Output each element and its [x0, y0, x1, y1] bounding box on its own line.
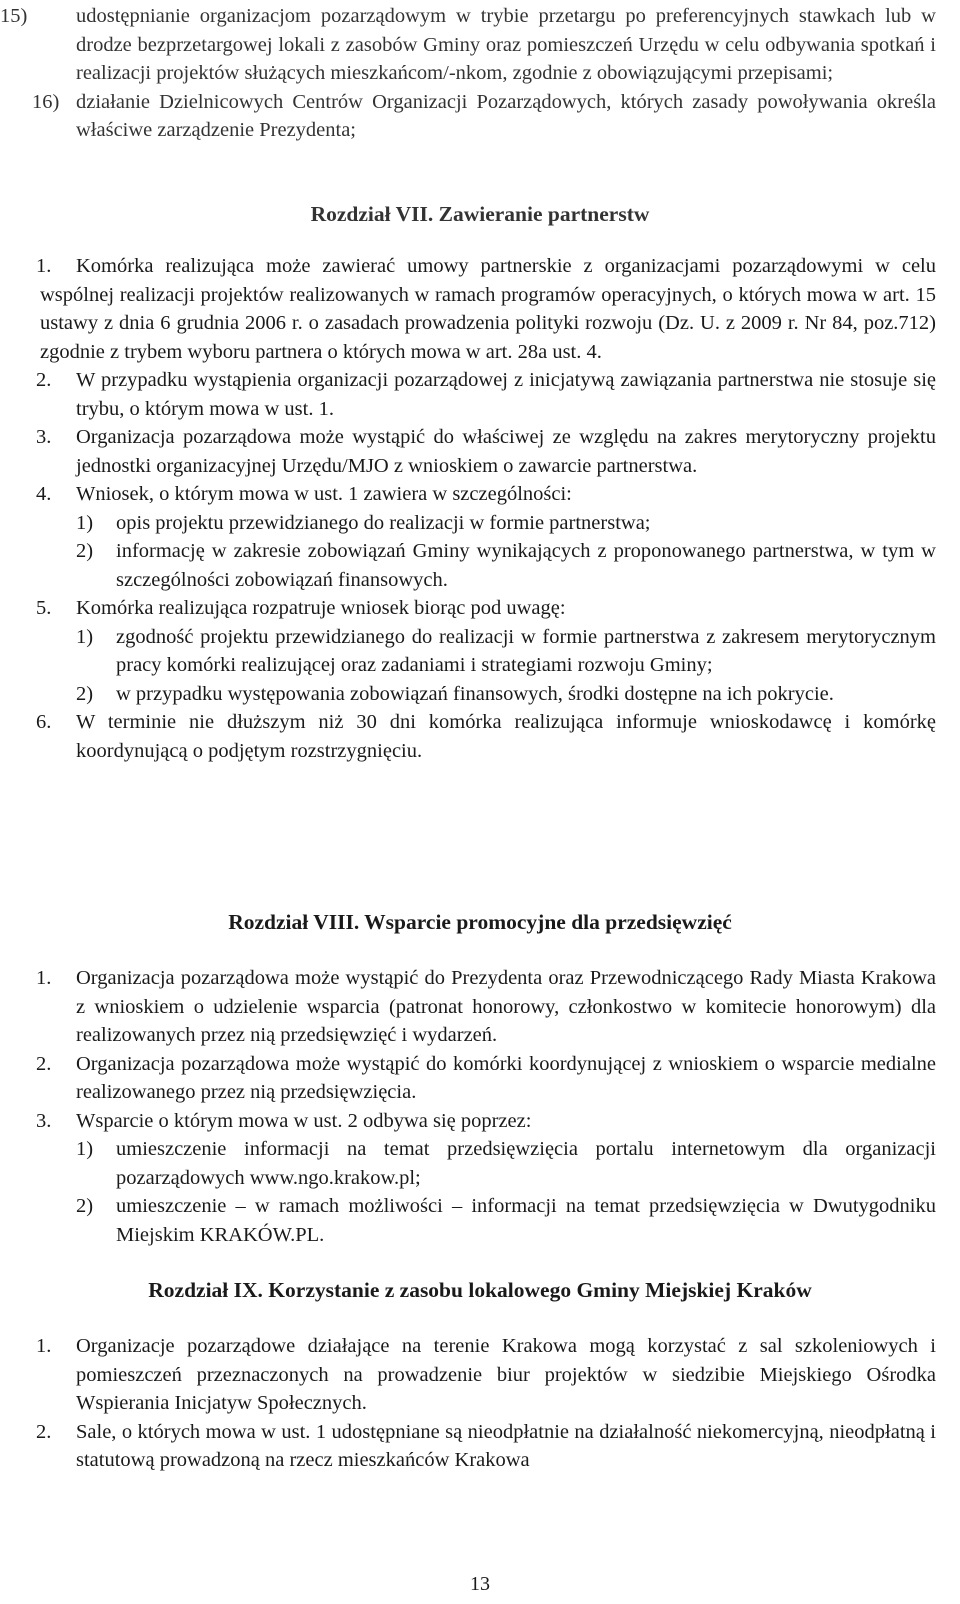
- sub-item: [0, 1192, 936, 1249]
- sub-item: [0, 623, 936, 680]
- chapter-title: Rozdział IX. Korzystanie z zasobu lokalowego Gminy Miejskiej Kraków: [148, 1278, 812, 1302]
- list-item: [0, 366, 936, 423]
- item-number: 1): [76, 1138, 94, 1160]
- item-text: Komórka realizująca może zawierać umowy partnerskie z organizacjami pozarządowymi w celu wspólnej realizacji projektów realizowanych w ramach programów operacyjnych, o których mowa w art. 15 ustawy z dnia 6 grudnia 2006 r. o zasadach prowadzenia polityki rozwoju (Dz. U. z 2009 r. Nr 84, poz.712) zgodnie z trybem wyboru partnera o których mowa w art. 28a ust. 4.: [40, 255, 936, 363]
- list-item: [0, 964, 936, 1050]
- item-text: Organizacja pozarządowa może wystąpić do Prezydenta oraz Przewodniczącego Rady Miasta Krakowa z wnioskiem o udzielenie wsparcia (patronat honorowy, członkostwo w komitecie honorowym) dla realizowanych przez nią przedsięwzięć i wydarzeń.: [76, 967, 936, 1046]
- chapter-title: Rozdział VII. Zawieranie partnerstw: [310, 202, 650, 226]
- list-item: [0, 708, 936, 765]
- item-text: informację w zakresie zobowiązań Gminy wynikających z proponowanego partnerstwa, w tym w szczególności zobowiązań finansowych.: [116, 540, 936, 591]
- chapter-8-body: [0, 964, 960, 1249]
- item-number: 2): [76, 682, 94, 705]
- item-number: 1): [76, 625, 94, 648]
- list-item: [0, 1418, 936, 1475]
- sub-item: [0, 680, 936, 709]
- chapter-9-body: [0, 1332, 960, 1475]
- item-number: 16): [32, 90, 60, 113]
- list-item: [0, 423, 936, 480]
- item-number: 2.: [36, 1052, 52, 1075]
- item-number: 6.: [36, 711, 52, 733]
- item-text: działanie Dzielnicowych Centrów Organizacji Pozarządowych, których zasady powoływania określa właściwe zarządzenie Prezydenta;: [76, 90, 936, 141]
- chapter-title: Rozdział VIII. Wsparcie promocyjne dla przedsięwzięć: [228, 910, 732, 934]
- item-text: Organizacje pozarządowe działające na terenie Krakowa mogą korzystać z sal szkoleniowych i pomieszczeń przeznaczonych na prowadzenie biur projektów w siedzibie Miejskiego Ośrodka Wspierania Inicjatyw Społecznych.: [76, 1335, 936, 1414]
- item-number: 2.: [36, 1420, 52, 1443]
- sub-item: [0, 537, 936, 594]
- item-number: 3.: [36, 426, 52, 448]
- list-item: [0, 88, 936, 145]
- sub-item: [0, 509, 936, 538]
- top-list: [0, 2, 960, 145]
- item-number: 1): [76, 511, 94, 534]
- item-number: 4.: [36, 483, 52, 505]
- item-number: 1.: [36, 967, 52, 989]
- item-text: zgodność projektu przewidzianego do realizacji w formie partnerstwa z zakresem merytorycznym pracy komórki realizującej oraz zadaniami i strategiami rozwoju Gminy;: [116, 625, 936, 676]
- item-text: w przypadku występowania zobowiązań finansowych, środki dostępne na ich pokrycie.: [116, 682, 834, 705]
- item-number: 2): [76, 1195, 94, 1217]
- item-text: Komórka realizująca rozpatruje wniosek biorąc pod uwagę:: [76, 597, 566, 619]
- item-number: 3.: [36, 1109, 52, 1132]
- item-text: Wniosek, o którym mowa w ust. 1 zawiera w szczególności:: [76, 483, 572, 505]
- list-item: [0, 1050, 936, 1107]
- item-text: W przypadku wystąpienia organizacji pozarządowej z inicjatywą zawiązania partnerstwa nie stosuje się trybu, o którym mowa w ust. 1.: [76, 369, 936, 420]
- list-item: [0, 252, 936, 366]
- list-item: [0, 594, 936, 623]
- chapter-7-body: [0, 252, 960, 765]
- item-text: umieszczenie informacji na temat przedsięwzięcia portalu internetowym dla organizacji pozarządowych www.ngo.krakow.pl;: [116, 1138, 936, 1189]
- item-number: 2.: [36, 369, 52, 391]
- page-number: 13: [470, 1573, 490, 1595]
- list-item: [0, 1107, 936, 1136]
- sub-item: [0, 1135, 936, 1192]
- item-number: 2): [76, 540, 94, 562]
- item-text: umieszczenie – w ramach możliwości – informacji na temat przedsięwzięcia w Dwutygodniku Miejskim KRAKÓW.PL.: [116, 1195, 936, 1246]
- item-text: Organizacja pozarządowa może wystąpić do komórki koordynującej z wnioskiem o wsparcie medialne realizowanego przez nią przedsięwzięcia.: [76, 1052, 936, 1103]
- item-number: 1.: [36, 1335, 52, 1357]
- item-number: 5.: [36, 597, 52, 619]
- list-item: [0, 1332, 936, 1418]
- item-text: opis projektu przewidzianego do realizacji w formie partnerstwa;: [116, 511, 651, 534]
- item-text: Organizacja pozarządowa może wystąpić do właściwej ze względu na zakres merytoryczny projektu jednostki organizacyjnej Urzędu/MJO z wnioskiem o zawarcie partnerstwa.: [76, 426, 936, 477]
- item-number: 15): [0, 5, 28, 27]
- item-text: W terminie nie dłuższym niż 30 dni komórka realizująca informuje wnioskodawcę i komórkę koordynującą o podjętym rozstrzygnięciu.: [76, 711, 936, 762]
- item-text: Wsparcie o którym mowa w ust. 2 odbywa się poprzez:: [76, 1109, 532, 1132]
- item-number: 1.: [36, 255, 52, 277]
- item-text: Sale, o których mowa w ust. 1 udostępniane są nieodpłatnie na działalność niekomercyjną, nieodpłatną i statutową prowadzoną na rzecz mieszkańców Krakowa: [76, 1420, 936, 1471]
- item-text: udostępnianie organizacjom pozarządowym w trybie przetargu po preferencyjnych stawkach lub w drodze bezprzetargowej lokali z zasobów Gminy oraz pomieszczeń Urzędu w celu odbywania spotkań i realizacji projektów służących mieszkańcom/-nkom, zgodnie z obowiązującymi przepisami;: [76, 5, 936, 84]
- list-item: [0, 480, 936, 509]
- list-item: [0, 2, 936, 88]
